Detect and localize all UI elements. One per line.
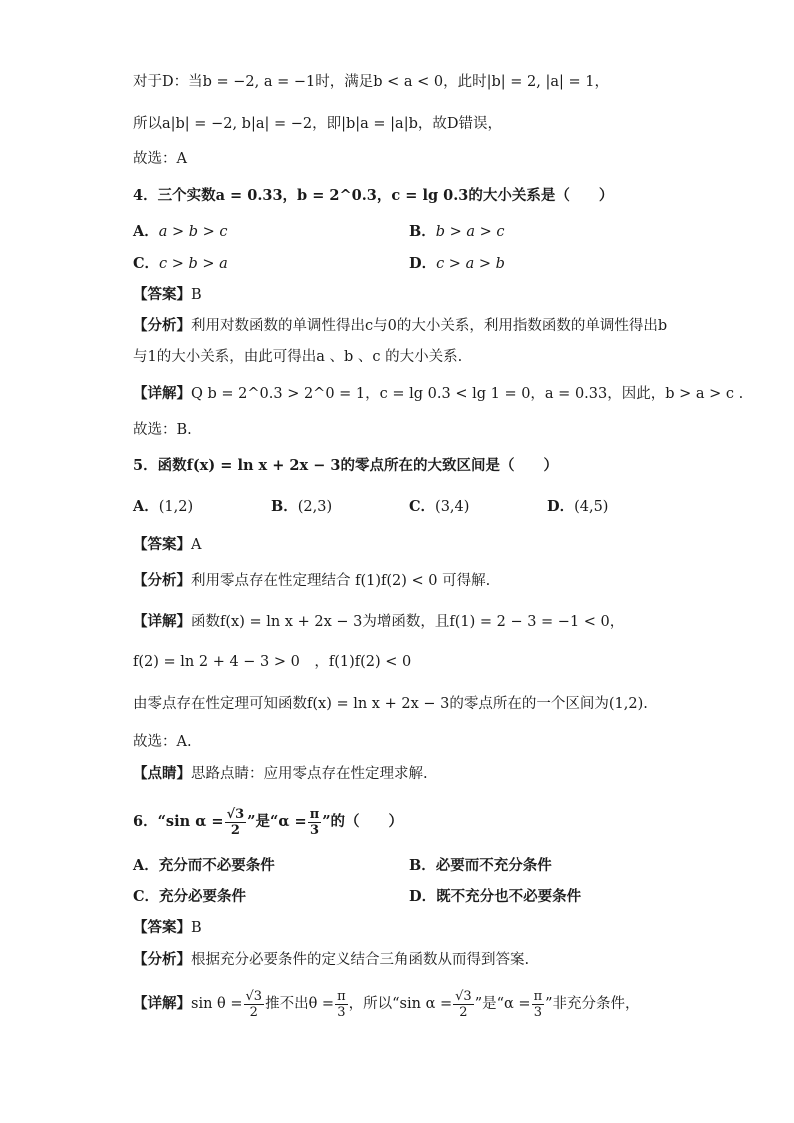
fraction: $\frac{\pi}{3}$ bbox=[337, 988, 346, 1020]
q6-analysis: 【分析】根据充分必要条件的定义结合三角函数从而得到答案. bbox=[133, 951, 530, 968]
fraction: $\frac{√3}{2}$ bbox=[455, 988, 472, 1020]
q6-answer: 【答案】B bbox=[133, 919, 202, 936]
question-5-stem: 5．函数f(x) = ln x + 2x − 3的零点所在的大致区间是（ ） bbox=[133, 457, 558, 474]
q5-detail-conclusion: 由零点存在性定理可知函数f(x) = ln x + 2x − 3的零点所在的一个区间为(1,2). bbox=[133, 696, 648, 712]
q5-option-b: B．(2,3) bbox=[271, 498, 333, 515]
fraction: $\frac{√3}{2}$ bbox=[226, 806, 245, 838]
fraction: $\frac{\pi}{3}$ bbox=[309, 806, 320, 838]
q5-analysis: 【分析】利用零点存在性定理结合 f(1)f(2) < 0 可得解. bbox=[133, 572, 491, 589]
q6-detail: 【详解】sin θ = $\frac{√3}{2}$ 推不出θ = $\frac{\pi}{3}$ ，所以“sin α = $\frac{√3}{2}$ ”是“α = $\frac{\pi}{3}$ ”非充分条件， bbox=[133, 988, 640, 1020]
q5-detail-cont: f(2) = ln 2 + 4 − 3 > 0 ，f(1)f(2) < 0 bbox=[133, 654, 412, 670]
text-line: 对于D：当b = −2, a = −1时，满足b < a < 0，此时|b| = 2, |a| = 1， bbox=[133, 74, 610, 90]
q4-option-a: A．a > b > c bbox=[133, 223, 228, 240]
fraction: $\frac{√3}{2}$ bbox=[245, 988, 263, 1020]
q5-option-d: D．(4,5) bbox=[547, 498, 609, 515]
q4-analysis: 【分析】利用对数函数的单调性得出c与0的大小关系，利用指数函数的单调性得出b bbox=[133, 317, 668, 334]
q5-detail: 【详解】函数f(x) = ln x + 2x − 3为增函数，且f(1) = 2 − 3 = −1 < 0， bbox=[133, 613, 625, 630]
text-line: 所以a|b| = −2, b|a| = −2，即|b|a = |a|b，故D错误， bbox=[133, 116, 502, 132]
q4-analysis-cont: 与1的大小关系，由此可得出a 、b 、c 的大小关系. bbox=[133, 349, 463, 365]
question-4-stem: 4．三个实数a = 0.33，b = 2^0.3，c = lg 0.3的大小关系是（ ） bbox=[133, 187, 614, 204]
text-line: 故选：A bbox=[133, 151, 187, 167]
q4-choose: 故选：B. bbox=[133, 422, 192, 438]
q4-option-d: D．c > a > b bbox=[409, 255, 505, 272]
q4-answer: 【答案】B bbox=[133, 286, 202, 303]
fraction: $\frac{\pi}{3}$ bbox=[533, 988, 543, 1020]
question-6-stem: 6．“sin α = $\frac{√3}{2}$ ”是“α = $\frac{\pi}{3}$ ”的（ ） bbox=[133, 806, 404, 838]
q6-option-a: A．充分而不必要条件 bbox=[133, 857, 275, 874]
q5-answer: 【答案】A bbox=[133, 536, 202, 553]
q6-option-b: B．必要而不充分条件 bbox=[409, 857, 552, 874]
q6-option-d: D．既不充分也不必要条件 bbox=[409, 888, 582, 905]
q5-option-a: A．(1,2) bbox=[133, 498, 194, 515]
q4-option-b: B．b > a > c bbox=[409, 223, 505, 240]
q5-choose: 故选：A. bbox=[133, 734, 192, 750]
q5-option-c: C．(3,4) bbox=[409, 498, 470, 515]
q5-tip: 【点睛】思路点睛：应用零点存在性定理求解. bbox=[133, 765, 428, 782]
q4-option-c: C．c > b > a bbox=[133, 255, 228, 272]
q6-option-c: C．充分必要条件 bbox=[133, 888, 247, 905]
q4-detail: 【详解】Q b = 2^0.3 > 2^0 = 1，c = lg 0.3 < lg 1 = 0，a = 0.33，因此，b > a > c . bbox=[133, 385, 744, 402]
